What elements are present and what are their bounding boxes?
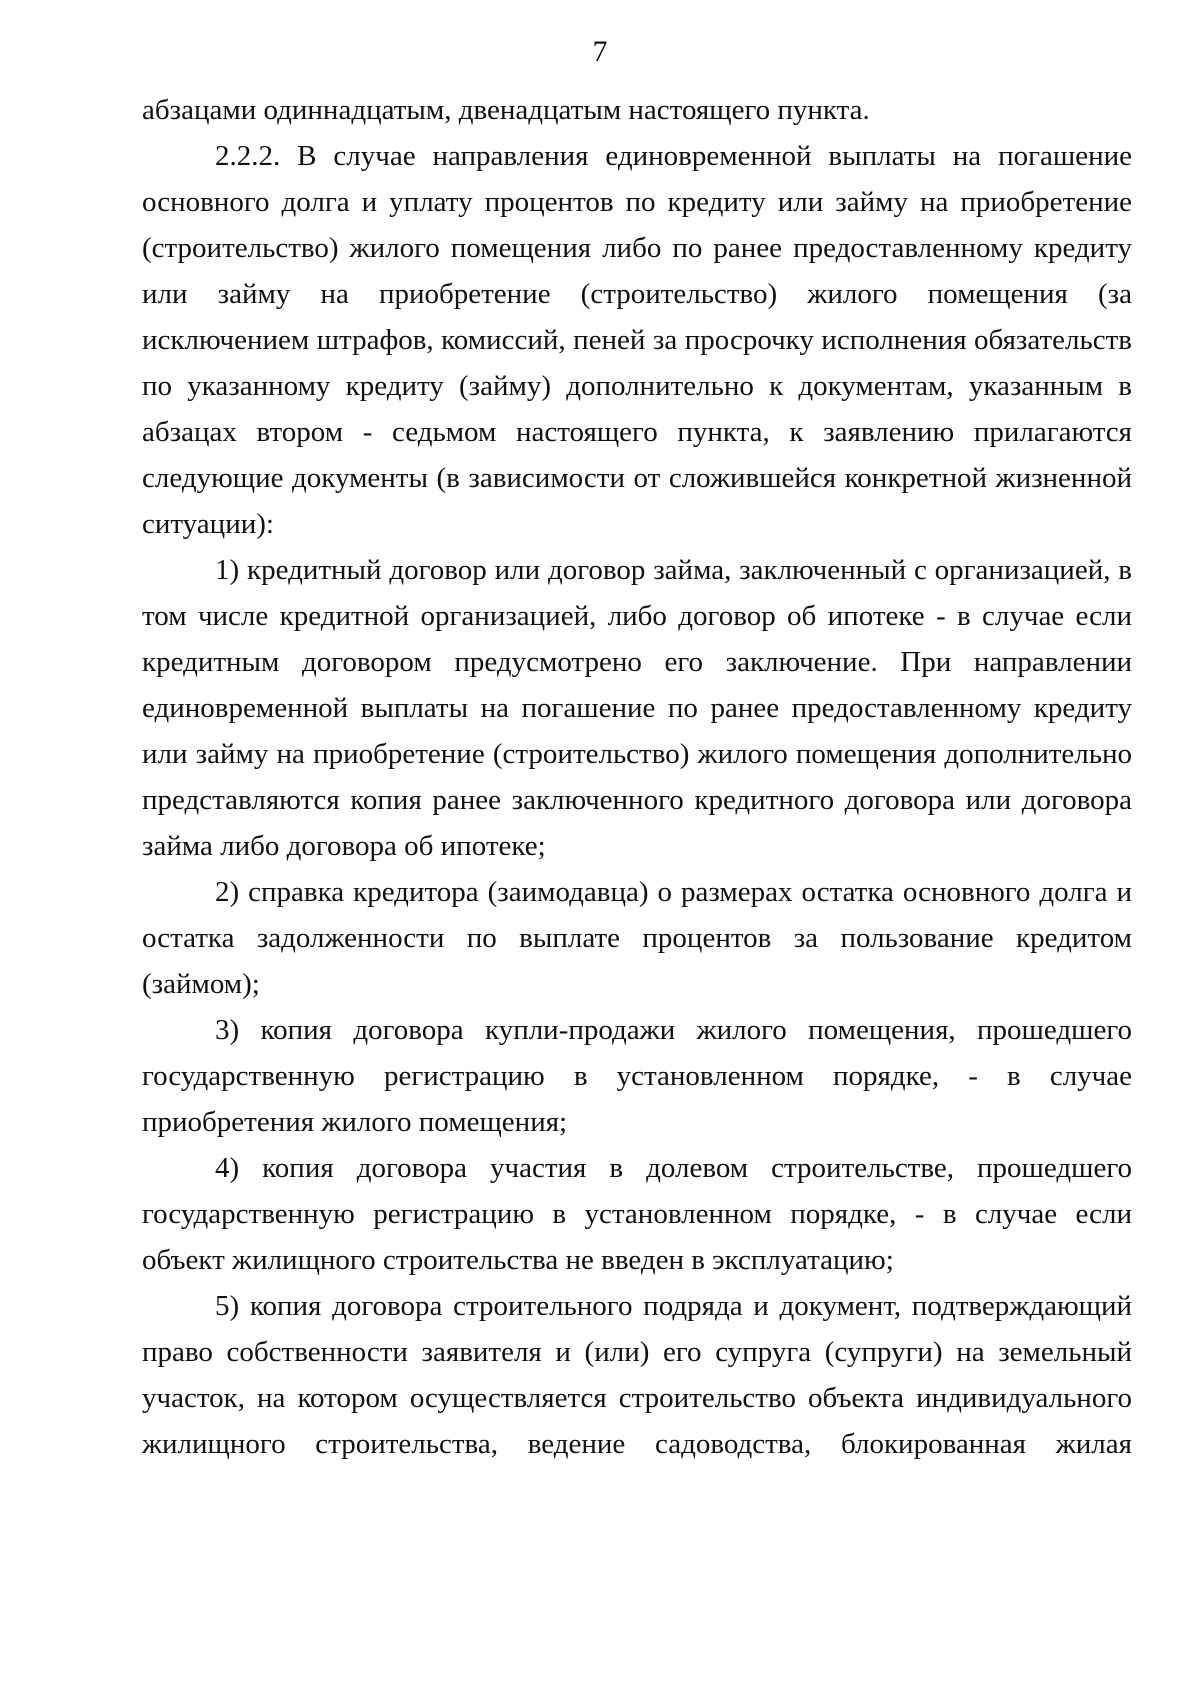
document-body (142, 87, 1132, 1467)
list-item-1: 1) кредитный договор или договор займа, заключенный с организацией, в том числе кредитной организацией, либо договор об ипотеке - в случае если кредитным договором предусмотрено его заключение. При направлении единовременной выплаты на погашение по ранее предоставленному кредиту или займу на приобретение (строительство) жилого помещения дополнительно представляются копия ранее заключенного кредитного договора или договора займа либо договора об ипотеке; (142, 554, 1132, 862)
page-number: 7 (592, 35, 608, 68)
list-item-2: 2) справка кредитора (заимодавца) о размерах остатка основного долга и остатка задолженности по выплате процентов за пользование кредитом (займом); (142, 876, 1132, 1000)
list-item-4: 4) копия договора участия в долевом строительстве, прошедшего государственную регистрацию в установленном порядке, - в случае если объект жилищного строительства не введен в эксплуатацию; (142, 1152, 1132, 1276)
paragraph-continuation: абзацами одиннадцатым, двенадцатым настоящего пункта. (142, 94, 870, 126)
list-item-3: 3) копия договора купли-продажи жилого помещения, прошедшего государственную регистрацию в установленном порядке, - в случае приобретения жилого помещения; (142, 1014, 1132, 1138)
paragraph-2-2-2: 2.2.2. В случае направления единовременной выплаты на погашение основного долга и уплату процентов по кредиту или займу на приобретение (строительство) жилого помещения либо по ранее предоставленному кредиту или займу на приобретение (строительство) жилого помещения (за исключением штрафов, комиссий, пеней за просрочку исполнения обязательств по указанному кредиту (займу) дополнительно к документам, указанным в абзацах втором - седьмом настоящего пункта, к заявлению прилагаются следующие документы (в зависимости от сложившейся конкретной жизненной ситуации): (142, 140, 1132, 540)
list-item-5: 5) копия договора строительного подряда и документ, подтверждающий право собственности заявителя и (или) его супруга (супруги) на земельный участок, на котором осуществляется строительство объекта индивидуального жилищного строительства, ведение садоводства, блокированная жилая (142, 1290, 1132, 1460)
